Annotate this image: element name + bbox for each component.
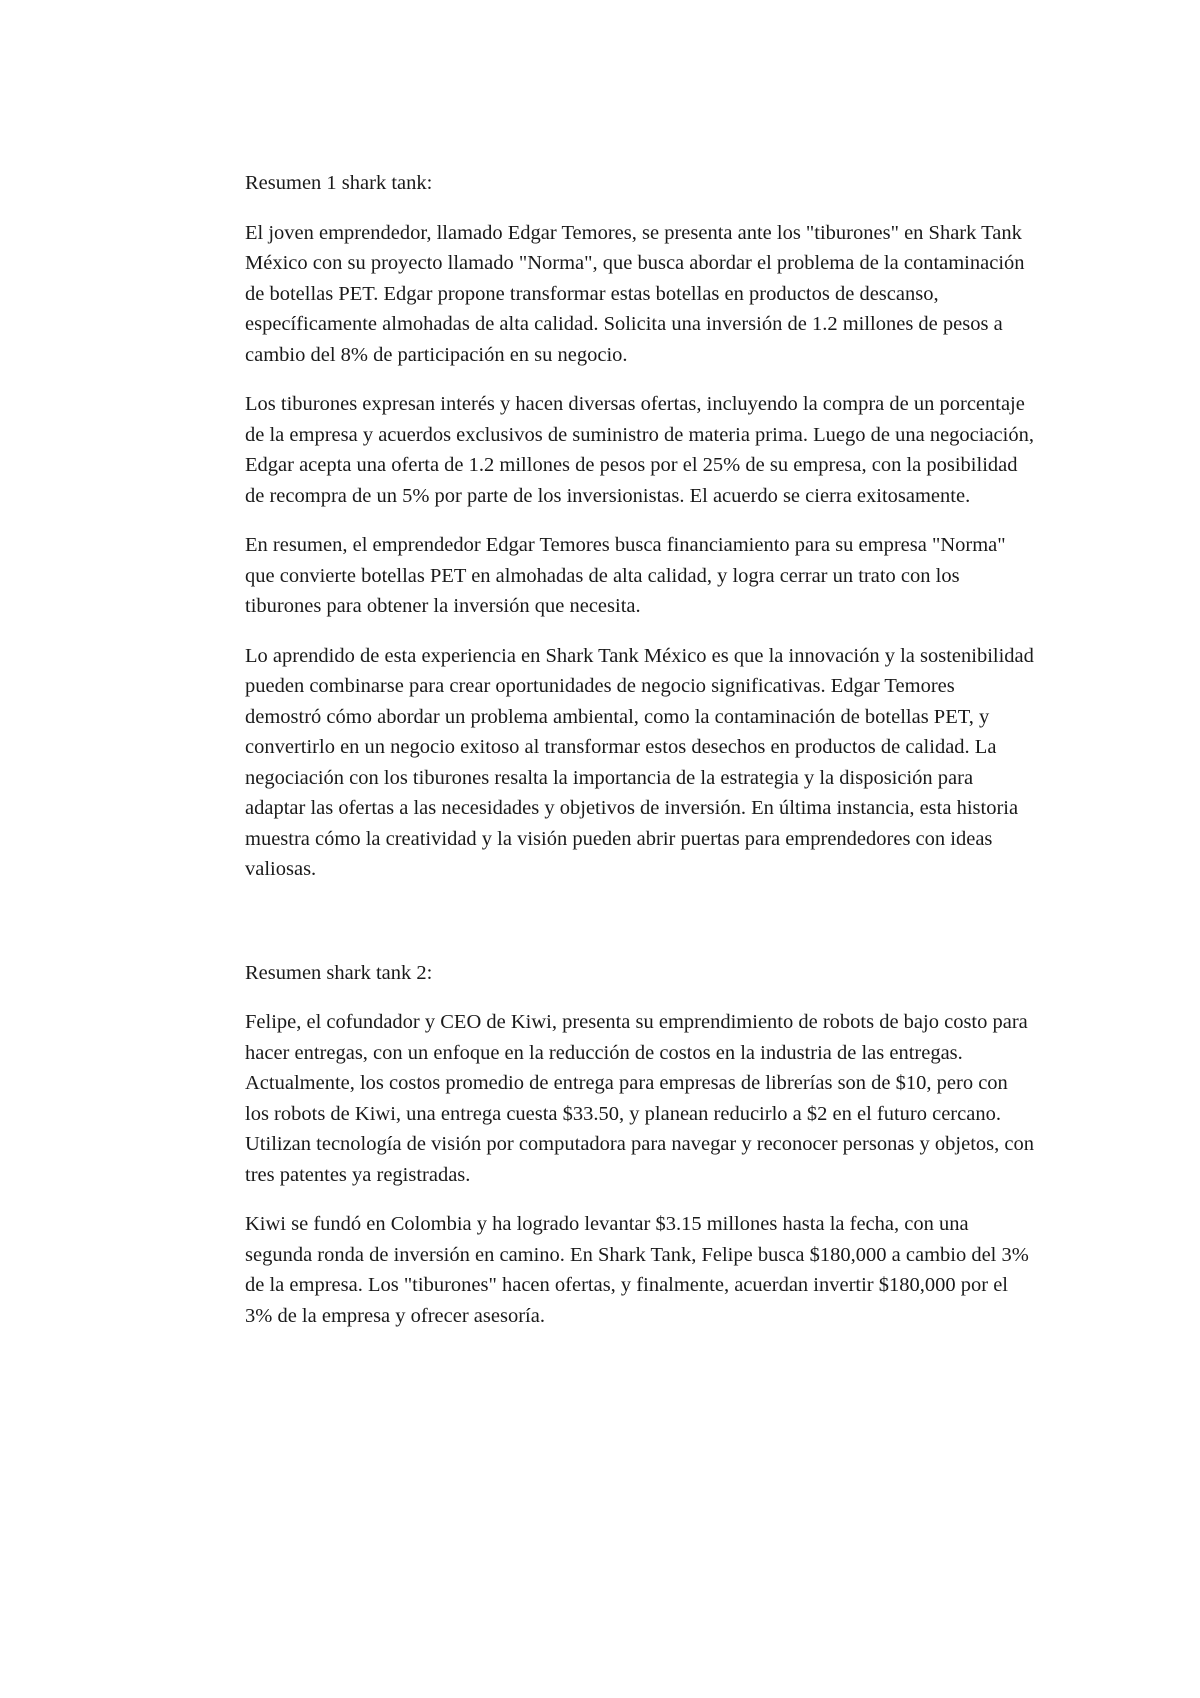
section-1-heading: Resumen 1 shark tank: <box>245 172 433 194</box>
section-2-heading: Resumen shark tank 2: <box>245 961 433 984</box>
section-spacer <box>245 904 1035 958</box>
section-1-paragraph-3: En resumen, el emprendedor Edgar Temores busca financiamiento para su empresa "Norma" que convierte botellas PET en almohadas de alta calidad, y logra cerrar un trato con los tiburones para obtener la inversión que necesita. <box>245 534 1006 617</box>
section-2-paragraph-1: Felipe, el cofundador y CEO de Kiwi, presenta su emprendimiento de robots de bajo costo para hacer entregas, con un enfoque en la reducción de costos en la industria de las entregas. Actualmente, los costos promedio de entrega para empresas de librerías son de $10, pero con los robots de Kiwi, una entrega cuesta $33.50, y planean reducirlo a $2 en el futuro cercano. Utilizan tecnología de visión por computadora para navegar y reconocer personas y objetos, con tres patentes ya registradas. <box>245 1011 1034 1186</box>
section-1-paragraph-2: Los tiburones expresan interés y hacen diversas ofertas, incluyendo la compra de un porcentaje de la empresa y acuerdos exclusivos de suministro de materia prima. Luego de una negociación, Edgar acepta una oferta de 1.2 millones de pesos por el 25% de su empresa, con la posibilidad de recompra de un 5% por parte de los inversionistas. El acuerdo se cierra exitosamente. <box>245 393 1034 507</box>
section-2-paragraph-2: Kiwi se fundó en Colombia y ha logrado levantar $3.15 millones hasta la fecha, con una segunda ronda de inversión en camino. En Shark Tank, Felipe busca $180,000 a cambio del 3% de la empresa. Los "tiburones" hacen ofertas, y finalmente, acuerdan invertir $180,000 por el 3% de la empresa y ofrecer asesoría. <box>245 1213 1029 1327</box>
section-1-paragraph-1: El joven emprendedor, llamado Edgar Temores, se presenta ante los "tiburones" en Shark Tank México con su proyecto llamado "Norma", que busca abordar el problema de la contaminación de botellas PET. Edgar propone transformar estas botellas en productos de descanso, específicamente almohadas de alta calidad. Solicita una inversión de 1.2 millones de pesos a cambio del 8% de participación en su negocio. <box>245 221 1025 366</box>
document-content <box>245 168 1035 1350</box>
section-1-paragraph-4: Lo aprendido de esta experiencia en Shark Tank México es que la innovación y la sostenibilidad pueden combinarse para crear oportunidades de negocio significativas. Edgar Temores demostró cómo abordar un problema ambiental, como la contaminación de botellas PET, y convertirlo en un negocio exitoso al transformar estos desechos en productos de calidad. La negociación con los tiburones resalta la importancia de la estrategia y la disposición para adaptar las ofertas a las necesidades y objetivos de inversión. En última instancia, esta historia muestra cómo la creatividad y la visión pueden abrir puertas para emprendedores con ideas valiosas. <box>245 644 1034 880</box>
